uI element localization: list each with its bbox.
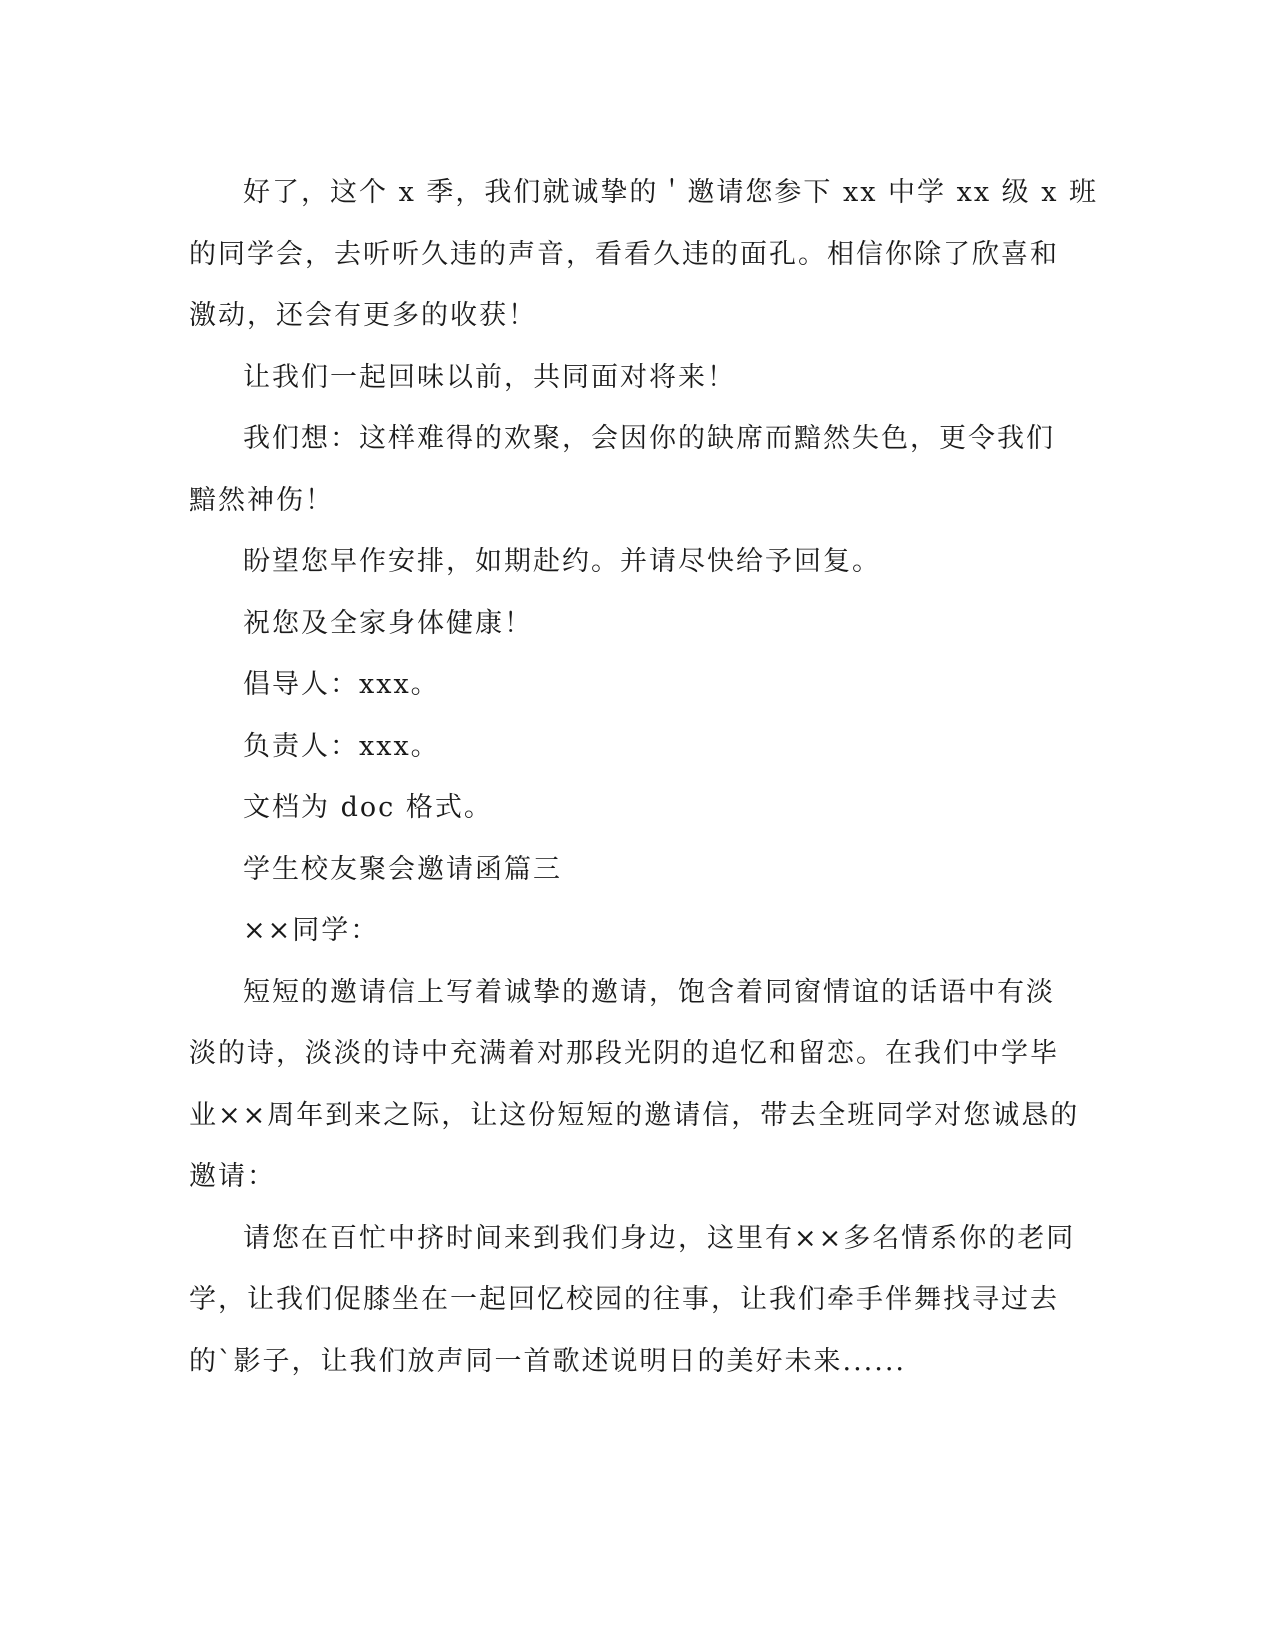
document-body [189, 162, 1099, 1392]
text-line: 黯然神伤！ [189, 484, 334, 516]
text-line: 邀请： [189, 1161, 276, 1192]
text-line: 学生校友聚会邀请函篇三 [243, 853, 562, 885]
text-line: 业××周年到来之际，让这份短短的邀请信，带去全班同学对您诚恳的 [189, 1099, 1080, 1131]
text-line: 倡导人：xxx。 [243, 669, 440, 700]
paragraph-please-come [189, 1208, 1079, 1393]
paragraph-initiator [189, 654, 1079, 716]
text-line: 让我们一起回味以前，共同面对将来！ [243, 361, 736, 393]
text-line: 盼望您早作安排，如期赴约。并请尽快给予回复。 [243, 546, 881, 577]
paragraph-salutation [189, 900, 1079, 962]
text-line: ××同学： [243, 915, 380, 946]
text-line: 祝您及全家身体健康！ [243, 607, 533, 639]
paragraph-doc-format [189, 777, 1079, 839]
paragraph-short-letter [189, 962, 1079, 1208]
text-line: 负责人：xxx。 [243, 730, 440, 762]
text-line: 文档为 doc 格式。 [243, 792, 493, 823]
paragraph-we-think [189, 408, 1079, 531]
text-line: 的`影子，让我们放声同一首歌述说明日的美好未来...... [189, 1345, 906, 1377]
text-line: 我们想：这样难得的欢聚，会因你的缺席而黯然失色，更令我们 [243, 423, 1055, 454]
text-line: 请您在百忙中挤时间来到我们身边，这里有××多名情系你的老同 [243, 1222, 1076, 1254]
paragraph-recall-past [189, 347, 1079, 409]
paragraph-blessing [189, 593, 1079, 655]
text-line: 的同学会，去听听久违的声音，看看久违的面孔。相信你除了欣喜和 [189, 238, 1059, 270]
paragraph-person-in-charge [189, 716, 1079, 778]
text-line: 好了，这个 x 季，我们就诚挚的＇邀请您参下 xx 中学 xx 级 x 班 [243, 177, 1099, 208]
text-line: 淡的诗，淡淡的诗中充满着对那段光阴的追忆和留恋。在我们中学毕 [189, 1038, 1059, 1069]
text-line: 激动，还会有更多的收获！ [189, 300, 537, 331]
paragraph-reply-request [189, 531, 1079, 593]
paragraph-invitation-intro [189, 162, 1099, 347]
section-heading [189, 839, 1079, 901]
text-line: 短短的邀请信上写着诚挚的邀请，饱含着同窗情谊的话语中有淡 [243, 976, 1055, 1008]
text-line: 学，让我们促膝坐在一起回忆校园的往事，让我们牵手伴舞找寻过去 [189, 1284, 1059, 1315]
